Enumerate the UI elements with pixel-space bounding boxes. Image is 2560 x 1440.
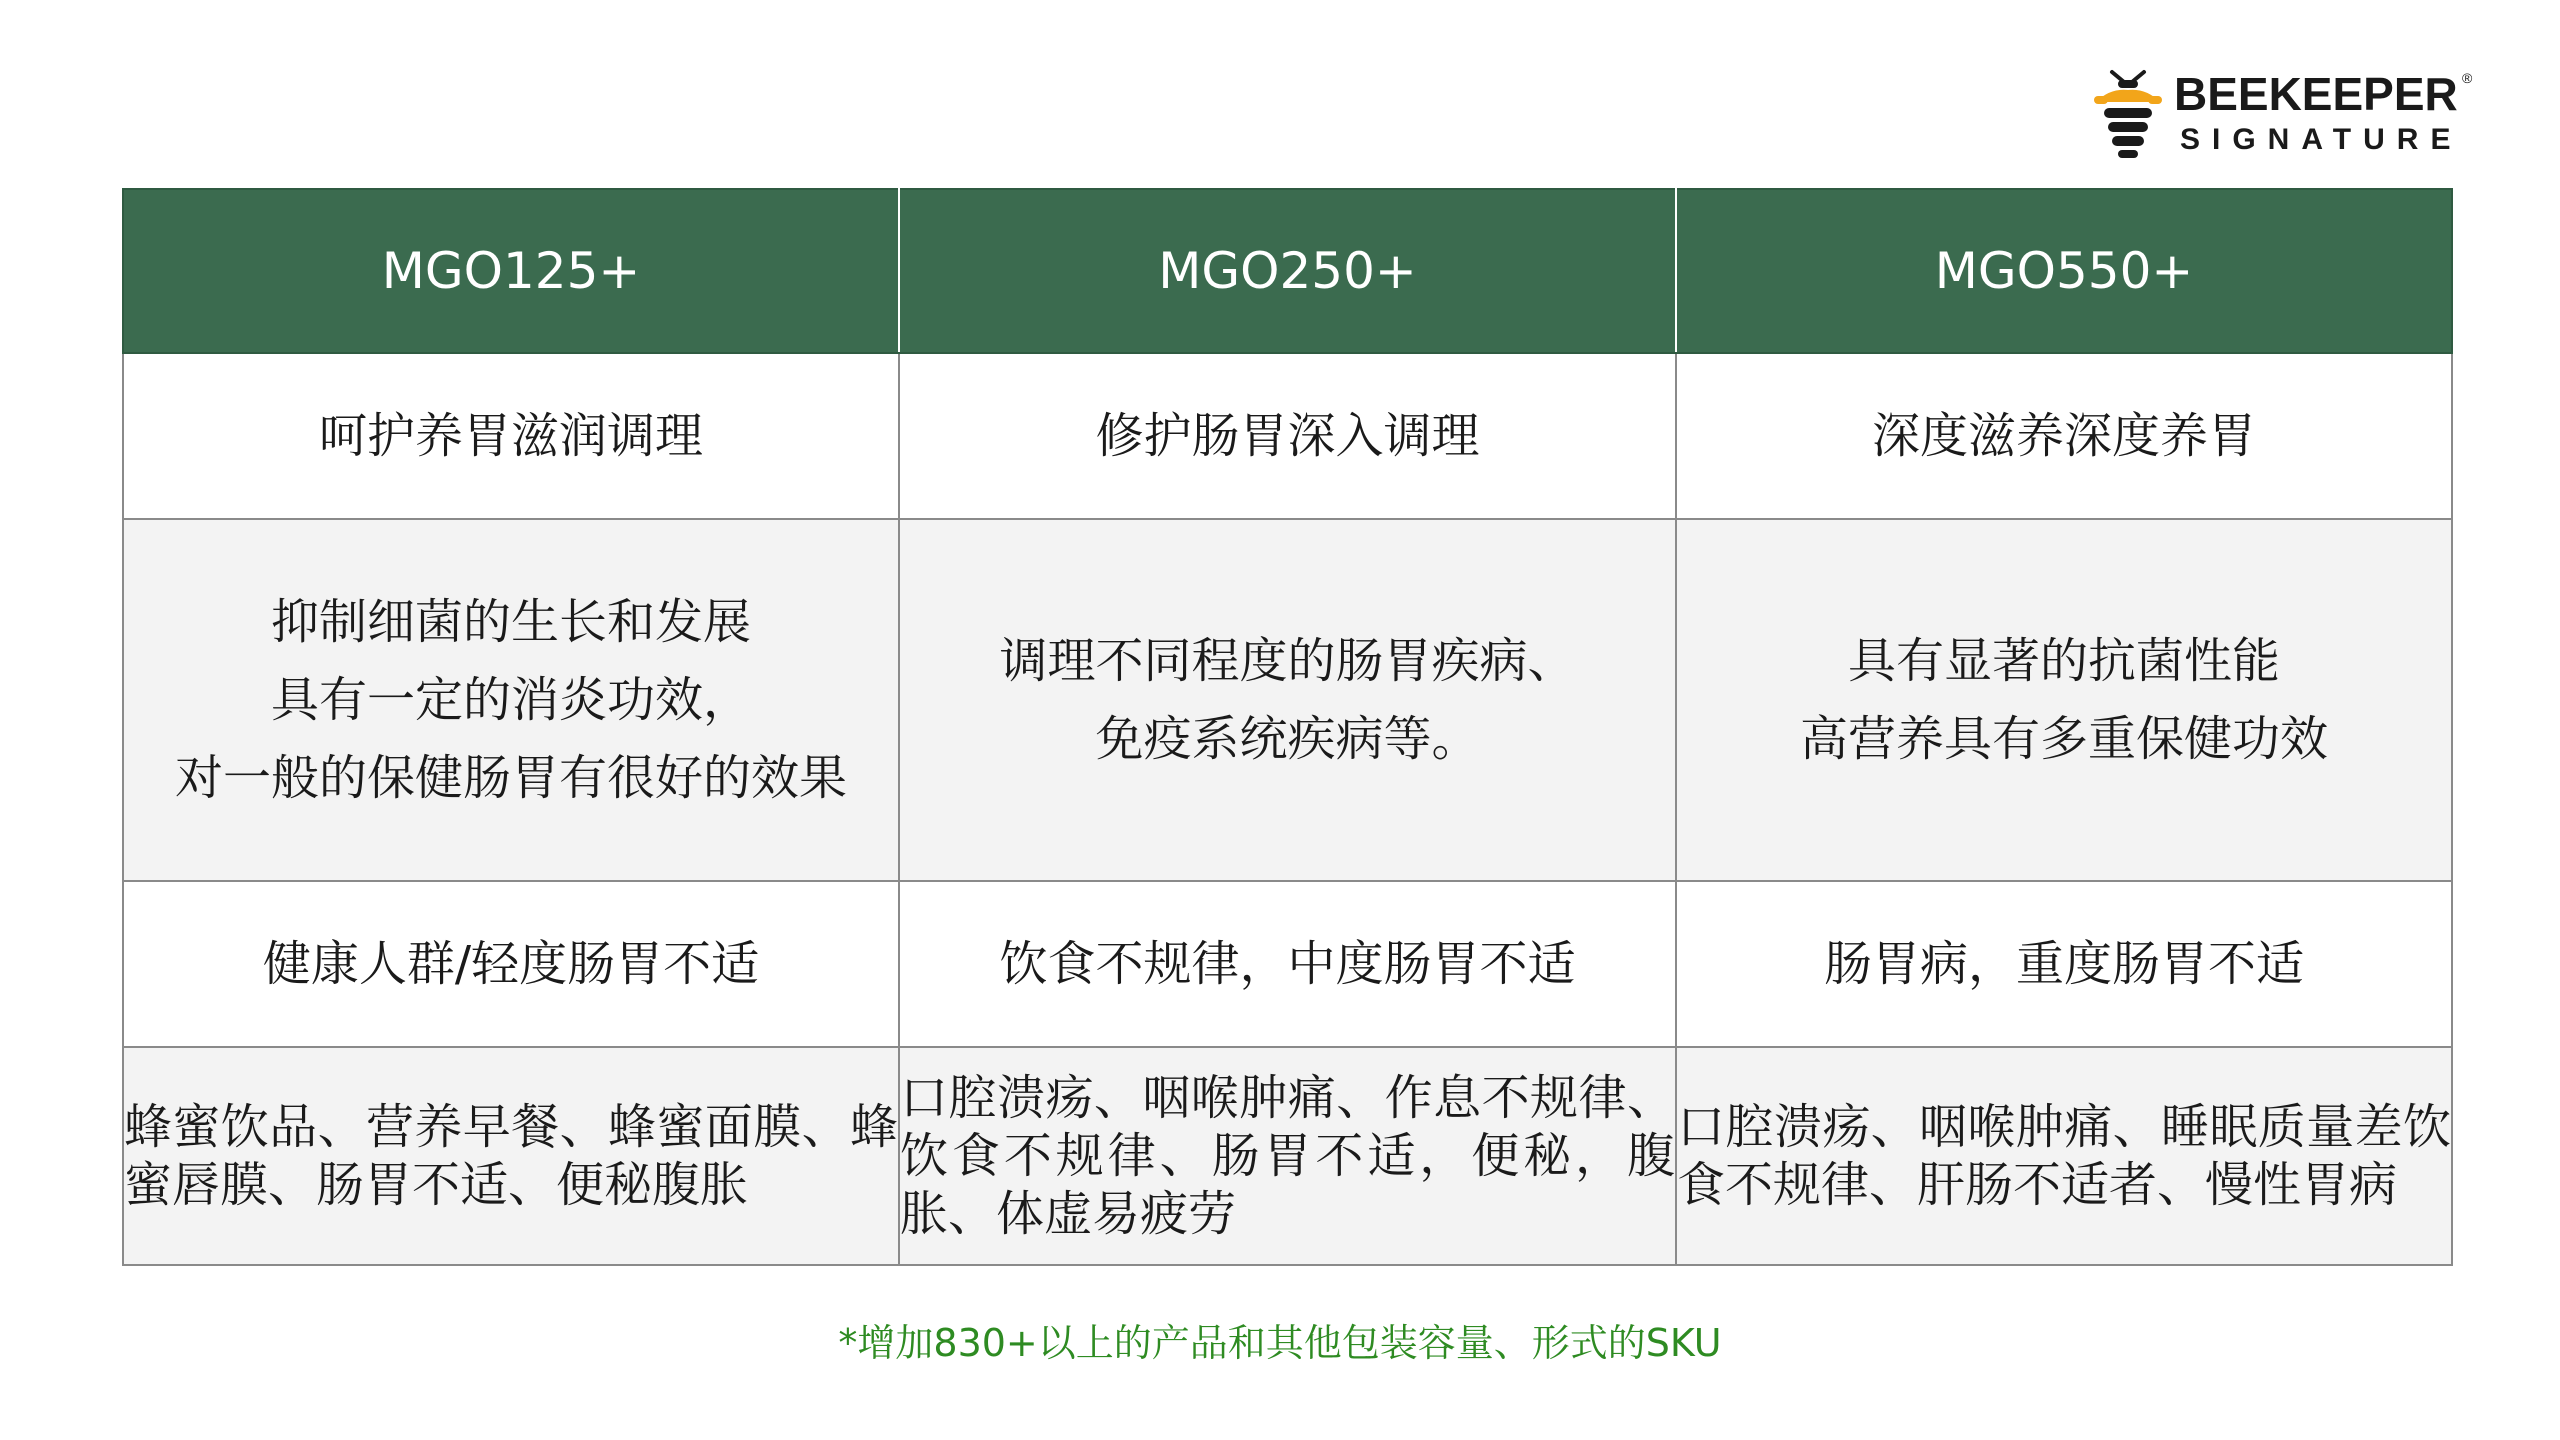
- cell-text: 健康人群/轻度肠胃不适: [262, 936, 760, 992]
- column-header-mgo550: MGO550+: [1676, 189, 2452, 353]
- table-cell: 口腔溃疡、咽喉肿痛、作息不规律、饮食不规律、肠胃不适，便秘，腹胀、体虚易疲劳: [899, 1047, 1676, 1265]
- cell-text: 肠胃病，重度肠胃不适: [1823, 936, 2304, 992]
- table-cell: [899, 519, 1676, 881]
- table-cell: 口腔溃疡、咽喉肿痛、睡眠质量差饮食不规律、肝肠不适者、慢性胃病: [1676, 1047, 2452, 1265]
- column-header-mgo250: MGO250+: [899, 189, 1676, 353]
- table-cell: [123, 353, 899, 519]
- cell-text: 深度滋养深度养胃: [1871, 408, 2256, 464]
- cell-text: 呵护养胃滋润调理: [318, 408, 703, 464]
- table-cell: [1676, 519, 2452, 881]
- brand-logo: [2090, 66, 2486, 162]
- brand-sub: SIGNATURE: [2180, 123, 2463, 156]
- table-cell: [1676, 353, 2452, 519]
- column-header-mgo125: MGO125+: [123, 189, 899, 353]
- comparison-table: [122, 188, 2453, 1266]
- table-cell: 蜂蜜饮品、营养早餐、蜂蜜面膜、蜂蜜唇膜、肠胃不适、便秘腹胀: [123, 1047, 899, 1265]
- cell-text: 对一般的保健肠胃有很好的效果: [174, 750, 847, 806]
- table-cell: [899, 881, 1676, 1047]
- cell-text: 具有一定的消炎功效，: [270, 672, 751, 728]
- cell-text: 具有显著的抗菌性能: [1847, 633, 2280, 689]
- brand-name: BEEKEEPER: [2174, 68, 2458, 120]
- cell-text: 高营养具有多重保健功效: [1799, 711, 2328, 767]
- table-cell: [899, 353, 1676, 519]
- cell-text: 调理不同程度的肠胃疾病、: [999, 633, 1576, 689]
- footnote: *增加830+以上的产品和其他包装容量、形式的SKU: [838, 1321, 1722, 1365]
- table-cell: [123, 519, 899, 881]
- cell-text: 抑制细菌的生长和发展: [270, 594, 751, 650]
- table-row-audience: [123, 881, 2452, 1047]
- beehive-logo-icon: [2090, 66, 2166, 162]
- table-row-effects: [123, 519, 2452, 881]
- table-row-positioning: [123, 353, 2452, 519]
- table-cell: [1676, 881, 2452, 1047]
- cell-text: 饮食不规律，中度肠胃不适: [999, 936, 1576, 992]
- registered-mark: ®: [2462, 70, 2473, 86]
- table-row-usage: [123, 1047, 2452, 1265]
- table-header-row: [123, 189, 2452, 353]
- cell-text: 免疫系统疾病等。: [1095, 711, 1480, 767]
- table-cell: [123, 881, 899, 1047]
- cell-text: 修护肠胃深入调理: [1095, 408, 1480, 464]
